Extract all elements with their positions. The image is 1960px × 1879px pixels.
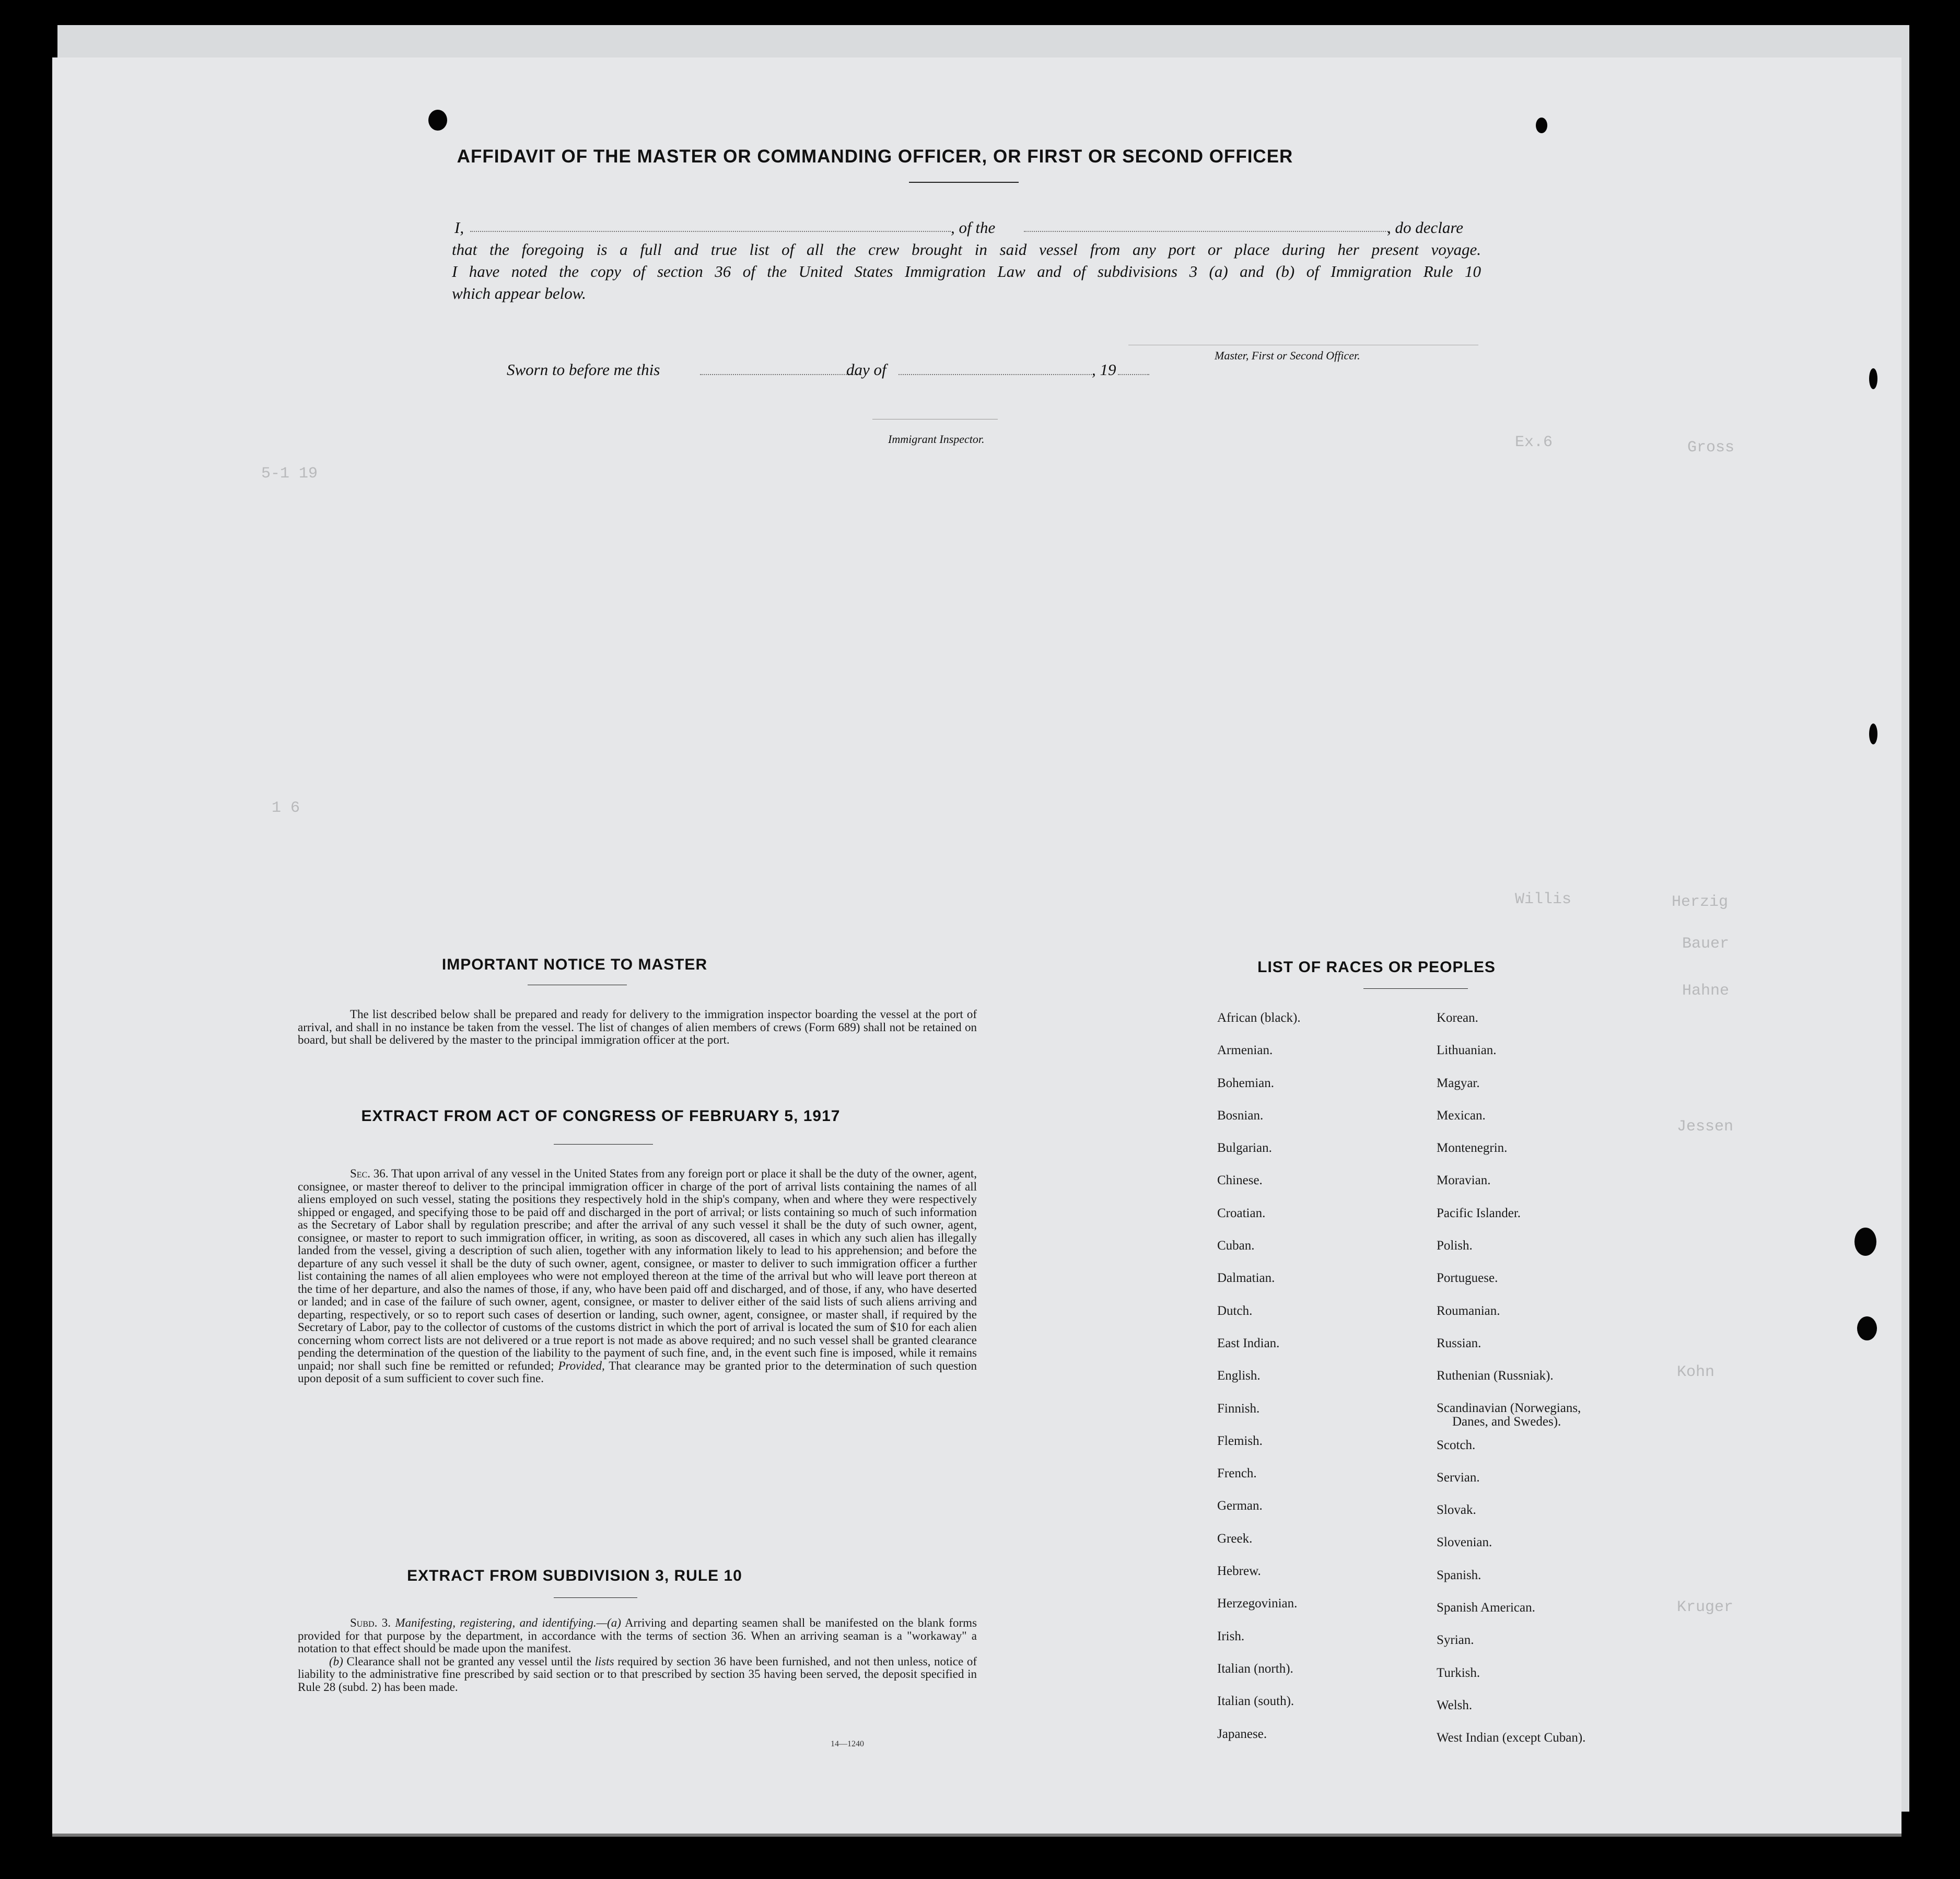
- race-item: [1437, 1402, 1585, 1438]
- declaration-line-2: I have noted the copy of section 36 of the United States Immigration Law and of subdivisions 3 (a) and (b) of Immigration Rule 10: [452, 262, 1481, 281]
- race-item: Scotch.: [1437, 1438, 1476, 1452]
- race-item: Herzegovinian.: [1217, 1596, 1298, 1611]
- races-column-2: [1437, 1011, 1585, 1764]
- year-prefix-label: , 19: [1092, 360, 1116, 379]
- vessel-field-line[interactable]: [1024, 231, 1390, 232]
- bleed-through-text: Gross: [1687, 439, 1735, 457]
- race-item: Spanish American.: [1437, 1601, 1535, 1615]
- bleed-through-text: Herzig: [1672, 893, 1729, 911]
- title-rule: [909, 182, 1019, 183]
- race-item: Greek.: [1217, 1531, 1253, 1546]
- race-item: Portuguese.: [1437, 1271, 1498, 1286]
- affidavit-i-label: I,: [454, 218, 464, 237]
- bleed-through-text: Ex.6: [1515, 434, 1553, 451]
- affidavit-of-the-label: , of the: [951, 218, 996, 237]
- race-item: Magyar.: [1437, 1076, 1480, 1090]
- name-field-line[interactable]: [470, 231, 951, 232]
- notice-text: [298, 1008, 977, 1047]
- sworn-month-line[interactable]: [899, 374, 1092, 375]
- section-text-end: That clearance may be granted prior to the determination of such question upon deposit of a sum sufficient to cover such fine.: [298, 1359, 977, 1385]
- bleed-through-text: 5-1 19: [261, 465, 318, 483]
- race-item: East Indian.: [1217, 1336, 1280, 1350]
- race-item: Cuban.: [1217, 1239, 1255, 1253]
- act-extract-text: [298, 1168, 977, 1385]
- section-text: That upon arrival of any vessel in the United States from any foreign port or place it shall be the duty of the owner, agent, consignee, or master thereof to deliver to the principal immigration officer in charge of the port of arrival lists containing the names of all aliens employed on such vessel, stating the positions they respectively hold in the ship's company, when and where they were respectively shipped or engaged, and specifying those to be paid off and discharged in the port of arrival; or lists containing so much of such information as the Secretary of Labor shall by regulation prescribe; and after the arrival of any such vessel it shall be the duty of such owner, agent, consignee, or master to report to such immigration officer, in writing, as soon as discovered, all cases in which any such alien has illegally landed from the vessel, giving a description of such alien, together with any information likely to lead to his apprehension; and before the departure of any such vessel it shall be the duty of such owner, agent, consignee, or master to deliver to such immigration officer a further list containing the names of all alien employees who were not employed thereon at the time of the arrival but who will leave port thereon at the time of her departure, and also the names of those, if any, who have been paid off and discharged, and of those, if any, who have deserted or landed; and in case of the failure of such owner, agent, consignee, or master to deliver either of the said lists of such aliens arriving and departing, respectively, or so to report such cases of desertion or landing, such owner, agent, consignee, or master shall, if required by the Secretary of Labor, pay to the collector of customs of the customs district in which the port of arrival is located the sum of $10 for each alien concerning whom correct lists are not delivered or a true report is not made as above required; and no such vessel shall be granted clearance pending the determination of the question of the liability to the payment of such fine, and, in the event such fine is imposed, while it remains unpaid; nor shall such fine be remitted or refunded;: [298, 1167, 977, 1372]
- race-item: Lithuanian.: [1437, 1043, 1497, 1058]
- races-heading: LIST OF RACES OR PEOPLES: [1257, 959, 1496, 976]
- race-item: Bosnian.: [1217, 1108, 1264, 1123]
- rule-subd-b-paragraph: [298, 1655, 977, 1694]
- race-item: Servian.: [1437, 1470, 1480, 1485]
- race-item: Pacific Islander.: [1437, 1206, 1521, 1220]
- affidavit-do-declare-label: , do declare: [1387, 218, 1464, 237]
- document-page: [52, 57, 1901, 1837]
- race-item: Croatian.: [1217, 1206, 1266, 1220]
- rule-extract-rule: [554, 1597, 637, 1598]
- race-item: Japanese.: [1217, 1726, 1267, 1741]
- races-column-1: [1217, 1011, 1301, 1759]
- subd-a-text: Arriving and departing seamen shall be manifested on the blank forms provided for that purpose by the department, in accordance with the terms of section 36. When an arriving seaman is a "workaway" a notation to that effect should be made upon the manifest.: [298, 1616, 977, 1655]
- bleed-through-text: Kruger: [1677, 1598, 1734, 1616]
- punch-hole: [428, 110, 447, 131]
- race-item: Dalmatian.: [1217, 1271, 1275, 1286]
- race-item: Hebrew.: [1217, 1564, 1261, 1579]
- bleed-through-text: Willis: [1515, 891, 1572, 908]
- bleed-through-text: Bauer: [1682, 935, 1730, 953]
- race-item: Bulgarian.: [1217, 1141, 1272, 1156]
- race-item: Italian (north).: [1217, 1661, 1293, 1676]
- race-item: Mexican.: [1437, 1108, 1486, 1123]
- race-item: German.: [1217, 1499, 1263, 1513]
- subd-b-text-1: Clearance shall not be granted any vessel until the: [346, 1654, 591, 1668]
- punch-hole: [1869, 723, 1877, 744]
- race-item: Bohemian.: [1217, 1076, 1275, 1090]
- race-item: Slovenian.: [1437, 1535, 1492, 1550]
- section-label: Sec. 36.: [350, 1167, 389, 1180]
- race-item: Slovak.: [1437, 1503, 1476, 1518]
- rule-subd-a-paragraph: [298, 1617, 977, 1655]
- race-item: Armenian.: [1217, 1043, 1273, 1058]
- bleed-through-text: Kohn: [1677, 1363, 1715, 1381]
- race-item-scandinavian-cont: Danes, and Swedes).: [1452, 1414, 1561, 1429]
- race-item: African (black).: [1217, 1011, 1301, 1025]
- race-item: Montenegrin.: [1437, 1141, 1508, 1156]
- master-signature-label: Master, First or Second Officer.: [1215, 349, 1360, 362]
- rule-extract-text: [298, 1617, 977, 1694]
- bleed-through-text: Hahne: [1682, 982, 1730, 1000]
- notice-paragraph: The list described below shall be prepared and ready for delivery to the immigration inspector boarding the vessel at the port of arrival, and shall in no instance be taken from the vessel. The list of changes of alien members of crews (Form 689) shall not be retained on board, but shall be delivered by the master to the principal immigration officer at the port.: [298, 1008, 977, 1046]
- act-extract-paragraph: [298, 1168, 977, 1385]
- rule-extract-heading: EXTRACT FROM SUBDIVISION 3, RULE 10: [407, 1567, 742, 1584]
- race-item: Polish.: [1437, 1239, 1473, 1253]
- race-item: Moravian.: [1437, 1173, 1491, 1188]
- race-item: Russian.: [1437, 1336, 1481, 1350]
- punch-hole: [1869, 368, 1877, 389]
- race-item: Korean.: [1437, 1011, 1478, 1025]
- race-item: Turkish.: [1437, 1665, 1480, 1680]
- race-item: Irish.: [1217, 1629, 1245, 1643]
- notice-heading: IMPORTANT NOTICE TO MASTER: [441, 956, 708, 973]
- race-item: Spanish.: [1437, 1568, 1481, 1582]
- race-item: Roumanian.: [1437, 1303, 1500, 1318]
- race-item: Ruthenian (Russniak).: [1437, 1369, 1554, 1383]
- inspector-label: Immigrant Inspector.: [888, 433, 985, 446]
- act-extract-heading: EXTRACT FROM ACT OF CONGRESS OF FEBRUARY 5, 1917: [361, 1107, 841, 1125]
- subd-label: Subd. 3.: [350, 1616, 391, 1629]
- declaration-line-3: which appear below.: [452, 284, 586, 302]
- sworn-label: Sworn to before me this: [507, 360, 660, 379]
- race-item: Finnish.: [1217, 1401, 1260, 1416]
- act-extract-rule: [554, 1144, 653, 1145]
- race-item-scandinavian: Scandinavian (Norwegians,: [1437, 1401, 1581, 1415]
- subd-b-lists: lists: [594, 1654, 614, 1668]
- race-item: Italian (south).: [1217, 1694, 1294, 1709]
- race-item: Welsh.: [1437, 1698, 1473, 1712]
- race-item: Chinese.: [1217, 1173, 1263, 1188]
- form-number: 14—1240: [831, 1740, 864, 1748]
- race-item: Syrian.: [1437, 1633, 1474, 1648]
- race-item: French.: [1217, 1466, 1257, 1481]
- subd-b-label: (b): [329, 1654, 343, 1668]
- punch-hole: [1857, 1316, 1877, 1340]
- races-rule: [1363, 988, 1468, 989]
- sworn-day-line[interactable]: [700, 374, 857, 375]
- day-of-label: day of: [846, 360, 886, 379]
- bleed-through-text: Jessen: [1677, 1118, 1734, 1136]
- race-item: Flemish.: [1217, 1433, 1263, 1448]
- affidavit-title: AFFIDAVIT OF THE MASTER OR COMMANDING OFFICER, OR FIRST OR SECOND OFFICER: [457, 146, 1293, 167]
- punch-hole: [1536, 118, 1547, 133]
- subd-a-label: —(a): [596, 1616, 621, 1629]
- race-item: West Indian (except Cuban).: [1437, 1731, 1586, 1745]
- bleed-through-text: 1 6: [272, 799, 300, 817]
- punch-hole: [1854, 1228, 1876, 1256]
- declaration-line-1: that the foregoing is a full and true list of all the crew brought in said vessel from any port or place during her present voyage.: [452, 240, 1481, 259]
- sworn-year-line[interactable]: [1118, 374, 1149, 375]
- race-item: English.: [1217, 1369, 1261, 1383]
- subd-b-text-2: required by section 36 have been furnished, and not then unless, notice of liability to the administrative fine prescribed by said section or to that prescribed by section 35 having been served, the deposit specified in Rule 28 (subd. 2) has been made.: [298, 1654, 977, 1694]
- provided-label: Provided,: [558, 1359, 605, 1372]
- race-item: Dutch.: [1217, 1303, 1253, 1318]
- subd-title: Manifesting, registering, and identifying.: [395, 1616, 597, 1629]
